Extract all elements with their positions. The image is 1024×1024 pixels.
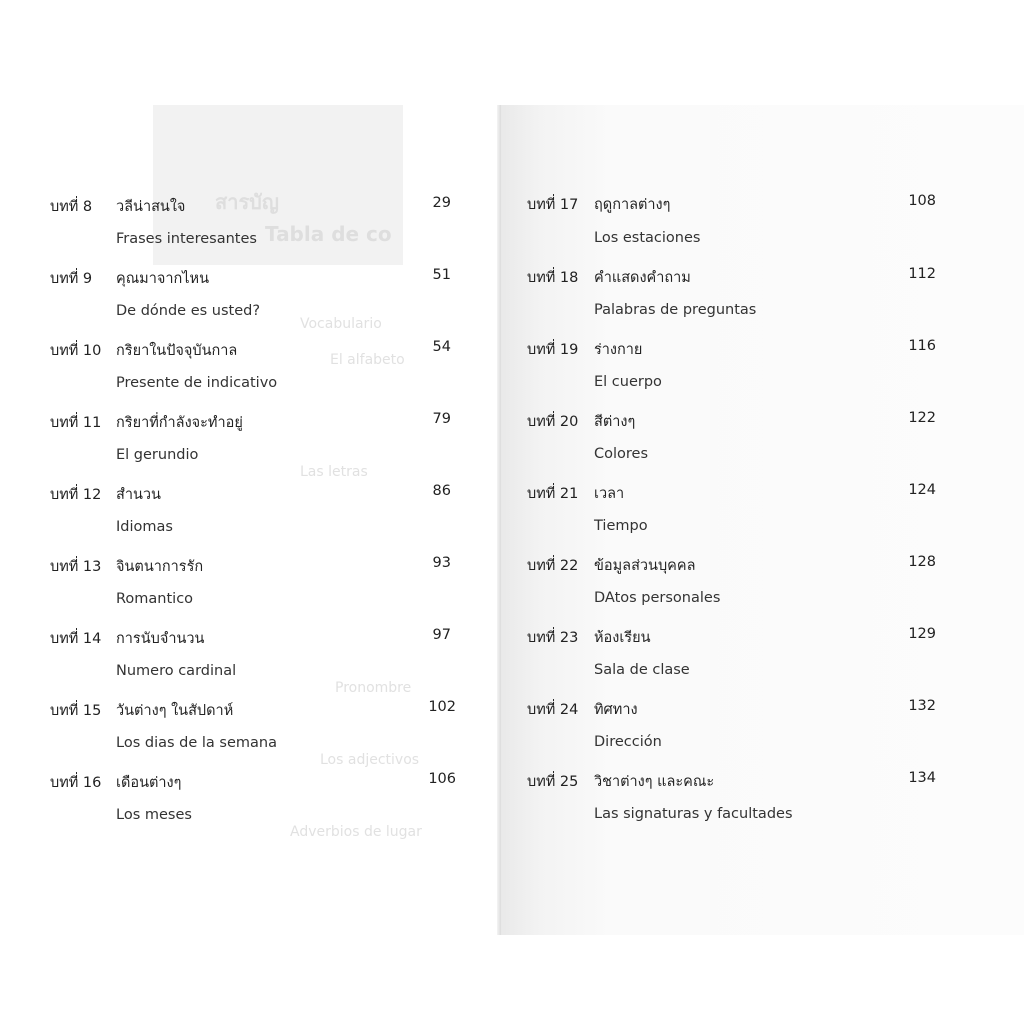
lesson-title-spanish: Tiempo xyxy=(594,518,648,534)
page-number: 51 xyxy=(432,267,451,283)
bleed-through-line: Los adjectivos xyxy=(320,752,420,768)
page-number: 102 xyxy=(428,699,456,715)
lesson-number: บทที่ 18 xyxy=(527,270,579,286)
page-number: 132 xyxy=(908,698,936,714)
bleed-through-line: Adverbios de lugar xyxy=(290,824,422,840)
lesson-title-spanish: Los meses xyxy=(116,807,192,823)
page-number: 134 xyxy=(908,770,936,786)
lesson-number: บทที่ 12 xyxy=(50,487,102,503)
lesson-number: บทที่ 24 xyxy=(527,702,579,718)
lesson-title-spanish: Romantico xyxy=(116,591,194,607)
lesson-title-spanish: Dirección xyxy=(594,734,662,750)
lesson-title-spanish: DAtos personales xyxy=(594,590,721,606)
lesson-number: บทที่ 14 xyxy=(50,631,102,647)
lesson-title-spanish: El gerundio xyxy=(116,447,199,463)
page-number: 128 xyxy=(908,554,936,570)
lesson-title-spanish: Frases interesantes xyxy=(116,231,257,247)
lesson-number: บทที่ 25 xyxy=(527,774,579,790)
lesson-title-thai: กริยาที่กำลังจะทำอยู่ xyxy=(116,415,243,431)
lesson-number: บทที่ 16 xyxy=(50,775,102,791)
lesson-title-thai: ห้องเรียน xyxy=(594,630,651,646)
lesson-title-spanish: Las signaturas y facultades xyxy=(594,806,793,822)
lesson-number: บทที่ 11 xyxy=(50,415,102,431)
bleed-through-line: Pronombre xyxy=(335,680,412,696)
lesson-title-thai: ฤดูกาลต่างๆ xyxy=(594,197,671,213)
page-number: 112 xyxy=(908,266,936,282)
lesson-number: บทที่ 15 xyxy=(50,703,102,719)
lesson-title-spanish: Palabras de preguntas xyxy=(594,302,757,318)
lesson-title-spanish: Idiomas xyxy=(116,519,173,535)
lesson-title-thai: เดือนต่างๆ xyxy=(116,775,182,791)
lesson-number: บทที่ 8 xyxy=(50,199,93,215)
lesson-number: บทที่ 20 xyxy=(527,414,579,430)
lesson-title-thai: คุณมาจากไหน xyxy=(116,271,210,287)
lesson-title-spanish: Numero cardinal xyxy=(116,663,237,679)
page-number: 93 xyxy=(432,555,451,571)
page-number: 116 xyxy=(908,338,936,354)
lesson-number: บทที่ 10 xyxy=(50,343,102,359)
lesson-title-thai: กริยาในปัจจุบันกาล xyxy=(116,343,238,359)
page-number: 29 xyxy=(432,195,451,211)
lesson-number: บทที่ 9 xyxy=(50,271,93,287)
bleed-through-line: El alfabeto xyxy=(330,352,405,368)
lesson-number: บทที่ 19 xyxy=(527,342,579,358)
lesson-title-spanish: Sala de clase xyxy=(594,662,690,678)
lesson-title-thai: จินตนาการรัก xyxy=(116,559,204,575)
lesson-title-thai: สีต่างๆ xyxy=(594,414,636,430)
lesson-title-thai: ร่างกาย xyxy=(594,342,643,358)
lesson-number: บทที่ 22 xyxy=(527,558,579,574)
bleed-through-line: Las letras xyxy=(300,464,368,480)
bleed-through-line: Vocabulario xyxy=(300,316,382,332)
page-number: 108 xyxy=(908,193,936,209)
page-number: 86 xyxy=(432,483,451,499)
lesson-title-spanish: De dónde es usted? xyxy=(116,303,261,319)
book-gutter xyxy=(497,105,501,935)
bleed-through-title: สารบัญ xyxy=(215,190,279,214)
page-number: 129 xyxy=(908,626,936,642)
bleed-through-subtitle: Tabla de co xyxy=(265,222,392,246)
lesson-title-spanish: Los dias de la semana xyxy=(116,735,277,751)
lesson-title-thai: วลีน่าสนใจ xyxy=(116,199,186,215)
lesson-number: บทที่ 21 xyxy=(527,486,579,502)
lesson-title-thai: ข้อมูลส่วนบุคคล xyxy=(594,558,696,574)
lesson-title-spanish: Presente de indicativo xyxy=(116,375,278,391)
lesson-number: บทที่ 17 xyxy=(527,197,579,213)
page-number: 97 xyxy=(432,627,451,643)
lesson-title-thai: คำแสดงคำถาม xyxy=(594,270,691,286)
lesson-title-thai: สำนวน xyxy=(116,487,161,503)
page-number: 106 xyxy=(428,771,456,787)
lesson-title-thai: ทิศทาง xyxy=(594,702,638,718)
page-number: 124 xyxy=(908,482,936,498)
lesson-title-spanish: Colores xyxy=(594,446,649,462)
lesson-number: บทที่ 23 xyxy=(527,630,579,646)
lesson-title-thai: การนับจำนวน xyxy=(116,631,205,647)
page-number: 79 xyxy=(432,411,451,427)
page-number: 122 xyxy=(908,410,936,426)
lesson-number: บทที่ 13 xyxy=(50,559,102,575)
lesson-title-spanish: Los estaciones xyxy=(594,230,701,246)
lesson-title-spanish: El cuerpo xyxy=(594,374,662,390)
lesson-title-thai: เวลา xyxy=(594,486,625,502)
page-number: 54 xyxy=(432,339,451,355)
lesson-title-thai: วิชาต่างๆ และคณะ xyxy=(594,774,715,790)
lesson-title-thai: วันต่างๆ ในสัปดาห์ xyxy=(116,703,234,719)
